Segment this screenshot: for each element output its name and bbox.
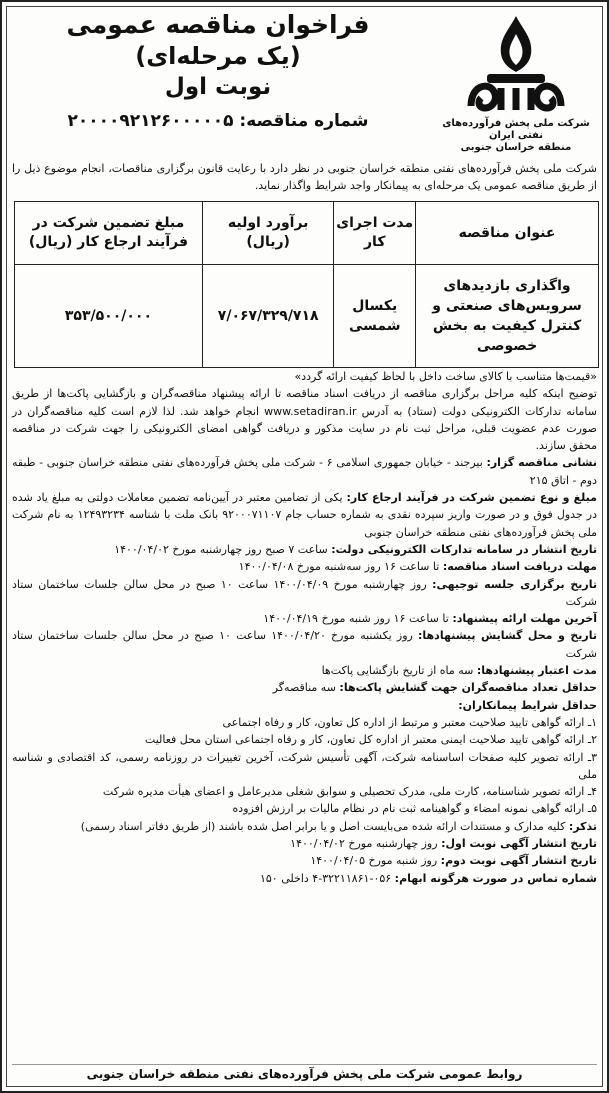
ad1-label: تاریخ انتشار آگهی نوبت اول: <box>441 837 597 851</box>
condition-item: ۳ـ ارائه تصویر کلیه صفحات اساسنامه شرکت، آگهی تأسیس شرکت، آخرین تغییرات در روزنامه رسمی، کد اقتصادی و شناسه ملی <box>12 750 597 781</box>
note-line <box>12 818 597 835</box>
deadline-value: تا ساعت ۱۶ روز شنبه مورخ ۱۴۰۰/۰۴/۱۹ <box>263 612 449 626</box>
validity-label: مدت اعتبار پیشنهادها: <box>476 664 597 678</box>
conditions-heading <box>12 697 597 714</box>
deadline-line <box>12 610 597 627</box>
validity-line <box>12 662 597 679</box>
title-line-1: فراخوان مناقصه عمومی <box>66 10 370 39</box>
ad2-line <box>12 852 597 869</box>
conditions-label: حداقل شرایط پیمانکاران: <box>458 698 597 712</box>
table-header-cell: برآورد اولیه (ریال) <box>202 202 334 265</box>
publish-value: ساعت ۷ صبح روز چهارشنبه مورخ ۱۴۰۰/۰۴/۰۲ <box>114 542 328 556</box>
condition-item: ۴ـ ارائه تصویر شناسنامه، کارت ملی، مدرک تحصیلی و سوابق شغلی مدیرعامل و اعضای هیأت مدیره شرکت <box>102 785 597 799</box>
ad2-value: روز شنبه مورخ ۱۴۰۰/۰۴/۰۵ <box>310 854 438 868</box>
guarantee-label: مبلغ و نوع تضمین شرکت در فرآیند ارجاع کار: <box>346 491 597 505</box>
briefing-value: روز چهارشنبه مورخ ۱۴۰۰/۰۴/۰۹ ساعت ۱۰ صبح در محل سالن جلسات ساختمان ستاد شرکت <box>12 577 597 608</box>
company-name: شرکت ملی پخش فرآورده‌های نفتی ایران <box>442 118 590 141</box>
ad2-label: تاریخ انتشار آگهی نوبت دوم: <box>440 854 597 868</box>
quality-note: «قیمت‌ها متناسب با کالای ساخت داخل با لحاظ کیفیت ارائه گردد» <box>294 370 597 383</box>
explanation: توضیح اینکه کلیه مراحل برگزاری مناقصه از دریافت اسناد مناقصه تا ارائه پیشنهاد مناقصه‌گران و بازگشایی پاکت‌ها از طریق سامانه تدارکات الکترونیکی دولت (ستاد) به آدرس www.setadiran.ir انجام خواهد شد. لذا لازم است کلیه مناقصه‌گران در صورت عدم عضویت قبلی، مراحل ثبت نام در سایت مذکور و دریافت گواهی امضای الکترونیکی را جهت شرکت در مناقصه محقق سازند. <box>12 387 597 453</box>
receive-label: مهلت دریافت اسناد مناقصه: <box>442 560 597 574</box>
tender-number: ۲۰۰۰۰۹۲۱۲۶۰۰۰۰۰۵ <box>67 111 234 131</box>
table-header-cell: عنوان مناقصه <box>416 202 599 265</box>
table-cell-duration: یکسال شمسی <box>334 265 416 368</box>
title-block <box>8 8 428 131</box>
public-relations-footer: روابط عمومی شرکت ملی پخش فرآورده‌های نفتی منطقه خراسان جنوبی <box>12 1064 597 1081</box>
table-cell-title: واگذاری بازدیدهای سرویس‌های صنعتی و کنترل کیفیت به بخش خصوصی <box>416 265 599 368</box>
tender-number-label: شماره مناقصه: <box>239 111 369 131</box>
deadline-label: آخرین مهلت ارائه پیشنهاد: <box>452 612 597 626</box>
guarantee-line <box>12 489 597 541</box>
contact-label: شماره تماس در صورت هرگونه ابهام: <box>394 871 597 885</box>
table-header-cell: مبلغ تضمین شرکت در فرآیند ارجاع کار (ریال) <box>15 202 203 265</box>
receive-line <box>12 558 597 575</box>
company-logo-block <box>431 8 601 156</box>
note-value: کلیه مدارک و مستندات ارائه شده می‌بایست اصل و یا برابر اصل شده باشند (از طریق دفاتر اسناد رسمی) <box>80 819 566 833</box>
condition-item: ۱ـ ارائه گواهی تایید صلاحیت معتبر و مرتبط از اداره کل تعاون، کار و رفاه اجتماعی <box>222 715 597 729</box>
note-label: تذکر: <box>568 819 597 833</box>
intro-paragraph: شرکت ملی پخش فرآورده‌های نفتی منطقه خراسان جنوبی در نظر دارد با رعایت قانون برگزاری مناقصات، انجام موضوع ذیل را از طریق مناقصه عمومی یک مرحله‌ای به پیمانکار واجد شرایط واگذار نماید. <box>12 162 597 192</box>
nioc-flame-logo-icon <box>461 12 571 116</box>
table-cell-guarantee: ۳۵۳/۵۰۰/۰۰۰ <box>15 265 203 368</box>
min-bidders-line <box>12 679 597 696</box>
opening-line <box>12 627 597 662</box>
tender-table <box>14 201 599 368</box>
tender-number-line <box>8 111 428 131</box>
opening-value: روز یکشنبه مورخ ۱۴۰۰/۰۴/۲۰ ساعت ۱۰ صبح در محل سالن جلسات ساختمان ستاد شرکت <box>12 629 597 660</box>
notice-body <box>12 368 597 887</box>
title-line-2: (یک مرحله‌ای) <box>135 42 301 70</box>
table-cell-estimate: ۷/۰۶۷/۳۲۹/۷۱۸ <box>202 265 334 368</box>
contact-value: ۰۵۶-۳۲۲۱۱۸۶۱-۴ داخلی ۱۵۰ <box>259 871 392 885</box>
address-label: نشانی مناقصه گزار: <box>486 456 597 470</box>
opening-label: تاریخ و محل گشایش پیشنهادها: <box>418 629 598 643</box>
title-line-3: نوبت اول <box>164 74 272 100</box>
header <box>8 8 601 156</box>
table-header-row <box>15 202 599 265</box>
contact-line <box>12 870 597 887</box>
table-row <box>15 265 599 368</box>
briefing-line <box>12 576 597 611</box>
receive-value: تا ساعت ۱۶ روز سه‌شنبه مورخ ۱۴۰۰/۰۴/۰۸ <box>238 560 440 574</box>
condition-item: ۲ـ ارائه گواهی تایید صلاحیت ایمنی معتبر از اداره کل تعاون، کار و رفاه اجتماعی استان محل فعالیت <box>144 733 597 747</box>
ad1-value: روز چهارشنبه مورخ ۱۴۰۰/۰۴/۰۲ <box>290 837 438 851</box>
address-value: بیرجند - خیابان جمهوری اسلامی ۶ - شرکت ملی پخش فرآورده‌های نفتی منطقه خراسان جنوبی - طبقه دوم - اتاق ۲۱۵ <box>12 456 597 487</box>
ad1-line <box>12 835 597 852</box>
validity-value: سه ماه از تاریخ بازگشایی پاکت‌ها <box>321 664 474 678</box>
address-line <box>12 454 597 489</box>
publish-label: تاریخ انتشار در سامانه تدارکات الکترونیکی دولت: <box>331 542 597 556</box>
publish-line <box>12 541 597 558</box>
briefing-label: تاریخ برگزاری جلسه توجیهی: <box>432 577 597 591</box>
condition-item: ۵ـ ارائه گواهی نمونه امضاء و گواهینامه ثبت نام در نظام مالیات بر ارزش افزوده <box>232 802 597 816</box>
company-region: منطقه خراسان جنوبی <box>460 142 572 153</box>
table-header-cell: مدت اجرای کار <box>334 202 416 265</box>
min-bidders-value: سه مناقصه‌گر <box>272 681 336 695</box>
min-bidders-label: حداقل تعداد مناقصه‌گران جهت گشایش پاکت‌ها: <box>339 681 597 695</box>
guarantee-value: یکی از تضامین معتبر در آیین‌نامه تضمین معاملات دولتی به مبلغ یاد شده در جدول فوق و در صورت واریز سپرده نقدی به شماره حساب جام ۹۲۰۰۰۷۱۱۰۷ بانک ملت با شناسه ۱۲۴۹۳۲۳۴ به نام شرکت ملی پخش فرآورده‌های نفتی منطقه خراسان جنوبی <box>12 491 597 539</box>
